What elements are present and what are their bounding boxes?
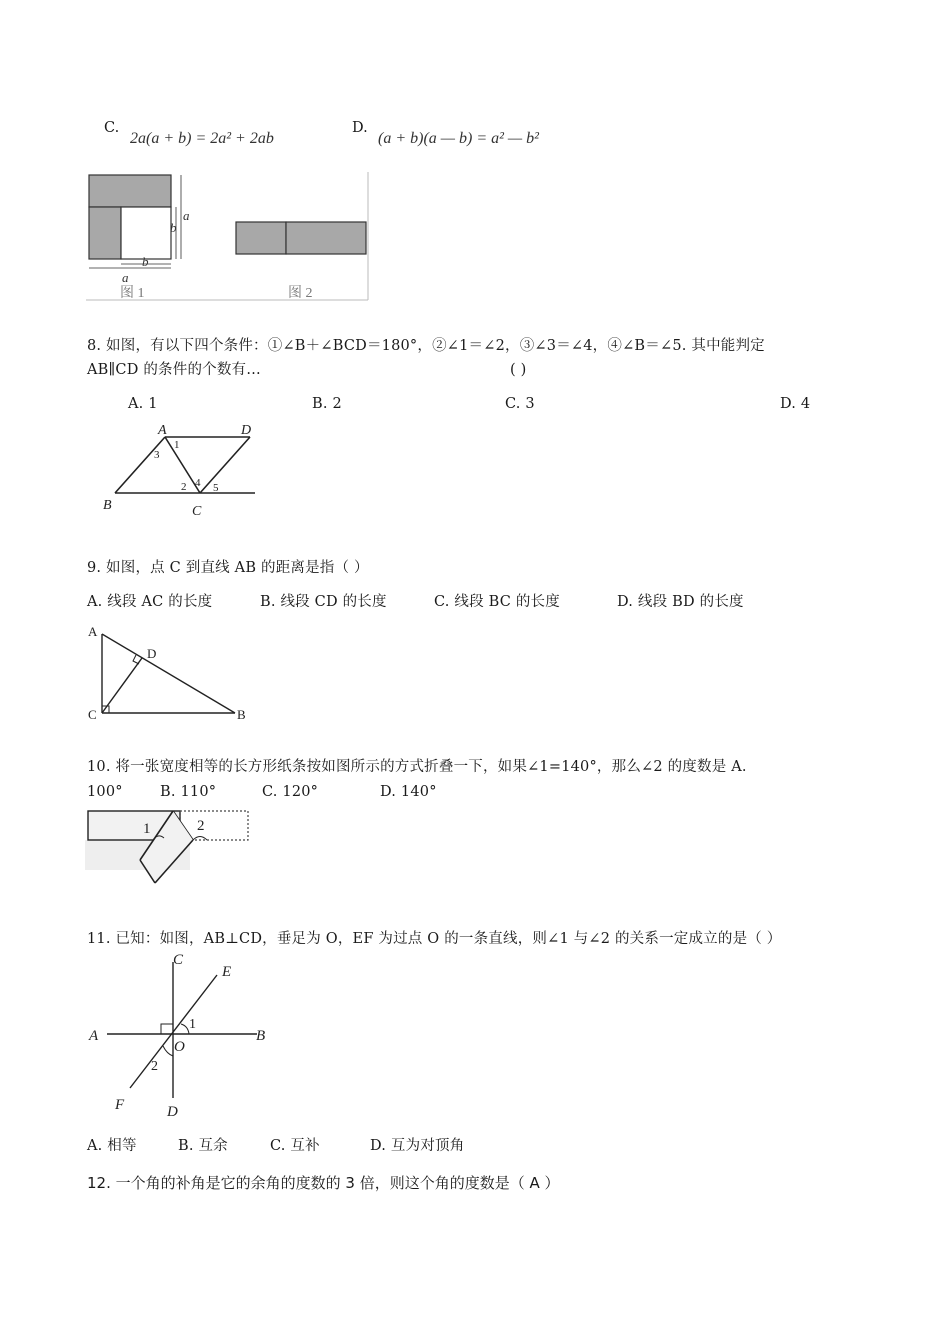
q11-option-a: A. 相等: [87, 1138, 137, 1154]
q11-point-c: C: [173, 952, 184, 968]
q7-option-c-formula: 2a(a + b) = 2a² + 2ab: [130, 130, 274, 147]
q7-fig-label-b-right: b: [170, 220, 177, 235]
q11-point-a: A: [89, 1028, 99, 1044]
q8-option-d: D. 4: [780, 396, 811, 412]
q9-option-b: B. 线段 CD 的长度: [260, 594, 387, 610]
q8-angle-1: 1: [174, 439, 180, 451]
q9-point-d: D: [147, 646, 157, 661]
q10-option-b: B. 110°: [160, 784, 217, 800]
q8-option-a: A. 1: [128, 396, 158, 412]
q11-point-d: D: [167, 1104, 178, 1120]
q11-angle-2: 2: [151, 1059, 158, 1074]
q7-fig2-caption: 图 2: [288, 286, 313, 301]
q11-point-o: O: [174, 1039, 185, 1055]
q8-point-c: C: [192, 504, 202, 519]
q8-figure: [95, 418, 265, 523]
q9-option-c: C. 线段 BC 的长度: [434, 594, 560, 610]
q10-option-a-value: 100°: [87, 784, 123, 800]
q11-angle-1: 1: [189, 1017, 196, 1032]
q10-angle-1: 1: [143, 821, 151, 837]
q9-point-b: B: [237, 707, 246, 722]
q11-figure: [85, 948, 280, 1123]
q8-angle-5: 5: [213, 482, 219, 494]
q11-stem: 11. 已知：如图，AB⊥CD，垂足为 O，EF 为过点 O 的一条直线，则∠1 与∠2 的关系一定成立的是（ ）: [87, 931, 782, 947]
q8-option-b: B. 2: [312, 396, 342, 412]
q9-point-c: C: [88, 707, 97, 722]
q9-point-a: A: [88, 624, 98, 639]
q8-angle-4: 4: [195, 477, 201, 489]
q9-figure: [85, 618, 255, 726]
q8-point-d: D: [241, 423, 252, 438]
q7-option-d-label: D.: [352, 120, 368, 136]
q7-fig1-caption: 图 1: [120, 286, 145, 301]
q10-option-d: D. 140°: [380, 784, 437, 800]
q8-option-c: C. 3: [505, 396, 535, 412]
q8-point-b: B: [103, 498, 112, 513]
q11-point-f: F: [115, 1097, 125, 1113]
q11-option-b: B. 互余: [178, 1138, 228, 1154]
q8-stem-line2: AB∥CD 的条件的个数有…: [87, 362, 261, 378]
q9-option-a: A. 线段 AC 的长度: [87, 594, 213, 610]
q11-option-d: D. 互为对顶角: [370, 1138, 465, 1154]
q10-angle-2: 2: [197, 818, 205, 834]
q9-option-d: D. 线段 BD 的长度: [617, 594, 744, 610]
q8-answer-blank: ( ): [510, 362, 527, 378]
q8-angle-2: 2: [181, 481, 187, 493]
q9-stem: 9. 如图，点 C 到直线 AB 的距离是指（ ）: [87, 560, 369, 576]
q11-option-c: C. 互补: [270, 1138, 320, 1154]
q12-stem: 12. 一个角的补角是它的余角的度数的 3 倍，则这个角的度数是（ A ）: [87, 1174, 560, 1192]
q8-point-a: A: [158, 423, 167, 438]
q7-fig-label-b-bottom: b: [142, 254, 149, 269]
q10-option-c: C. 120°: [262, 784, 319, 800]
q11-point-b: B: [256, 1028, 266, 1044]
q11-point-e: E: [222, 964, 232, 980]
q7-option-d-formula: (a + b)(a — b) = a² — b²: [378, 130, 539, 147]
q7-fig-label-a-right: a: [183, 208, 190, 223]
q10-figure: [85, 805, 250, 890]
q7-option-c-label: C.: [104, 120, 120, 136]
q10-stem: 10. 将一张宽度相等的长方形纸条按如图所示的方式折叠一下，如果∠1=140°，那么∠2 的度数是 A.: [87, 759, 747, 775]
q8-angle-3: 3: [154, 449, 160, 461]
q7-fig-label-a-bottom: a: [122, 270, 129, 285]
q7-figure: [86, 170, 370, 302]
q8-stem-line1: 8. 如图，有以下四个条件：①∠B＋∠BCD＝180°，②∠1＝∠2，③∠3＝∠4，④∠B＝∠5. 其中能判定: [87, 338, 765, 354]
